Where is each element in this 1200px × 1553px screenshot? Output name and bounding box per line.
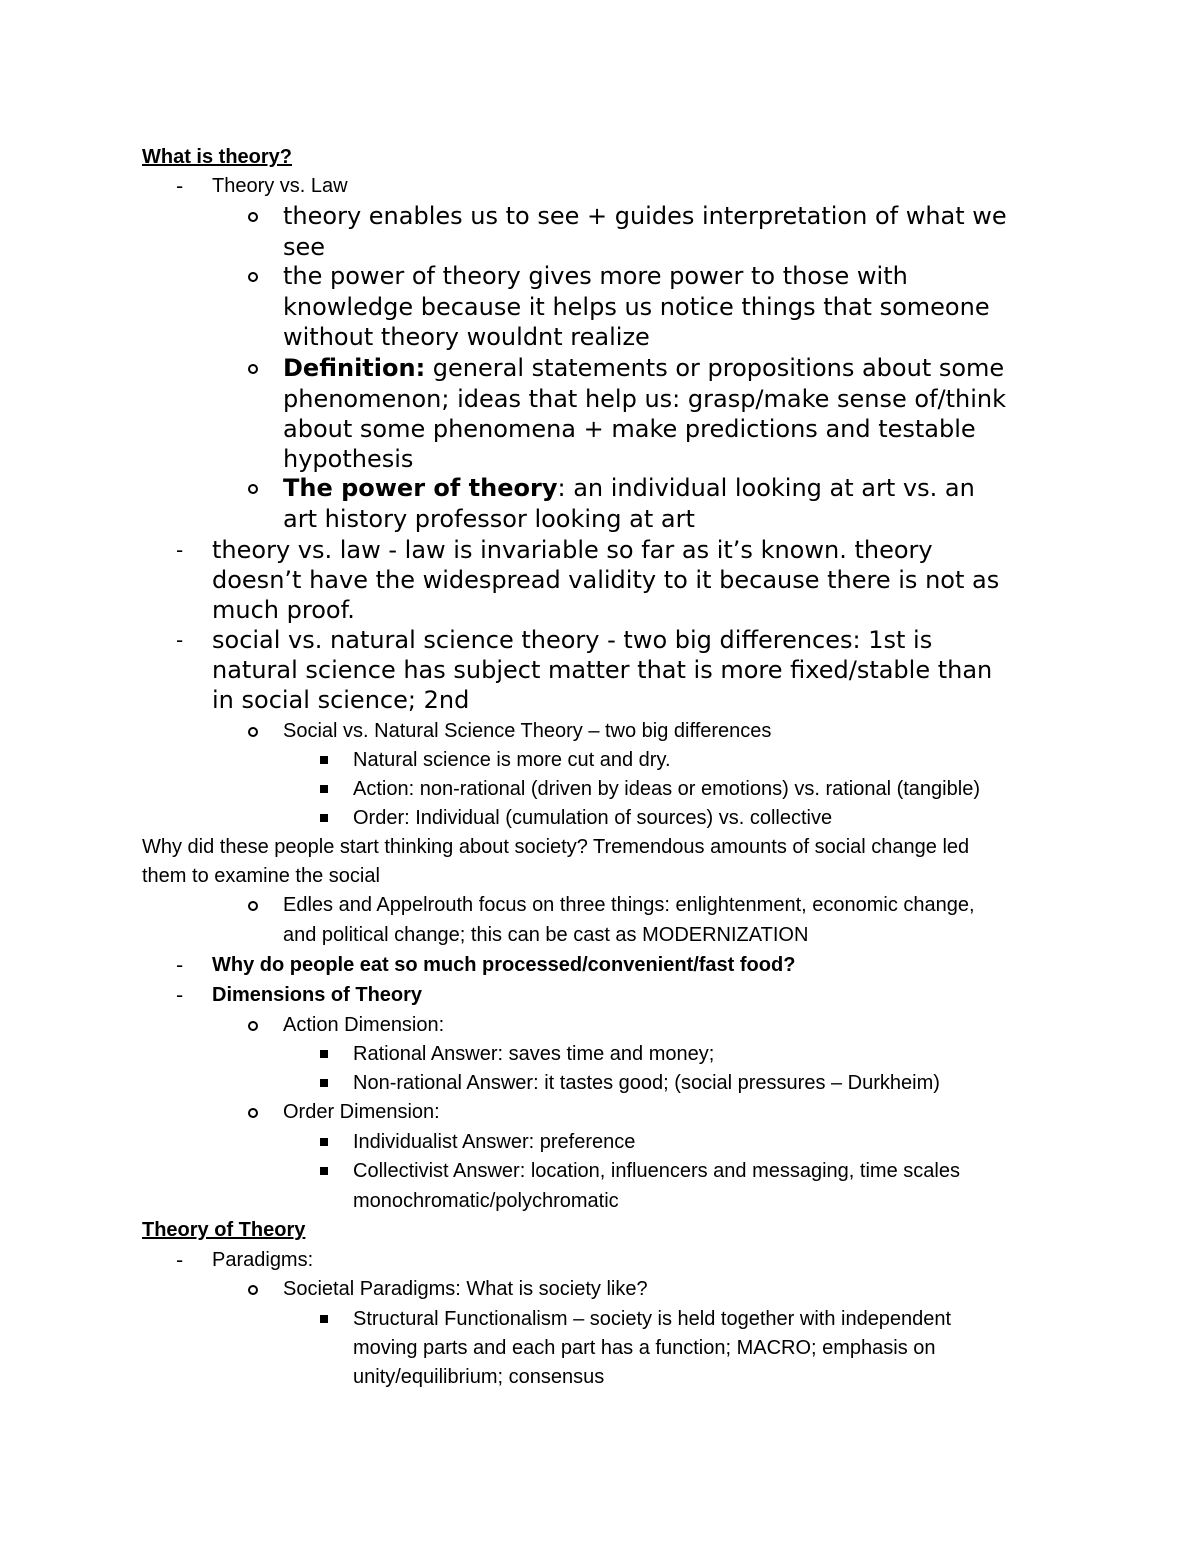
structural-functionalism-line2: moving parts and each part has a function; MACRO; emphasis on [353, 1337, 936, 1359]
societal-paradigms-label: Societal Paradigms: What is society like? [283, 1278, 648, 1300]
edles-line1: Edles and Appelrouth focus on three things: enlightenment, economic change, [283, 894, 975, 916]
square-bullet [320, 814, 328, 822]
point-power-knowledge-line3: without theory wouldnt realize [283, 323, 650, 351]
power-of-theory-label: The power of theory [283, 474, 558, 502]
structural-functionalism-line3: unity/equilibrium; consensus [353, 1366, 605, 1388]
point-definition-line3: about some phenomena + make predictions and testable [283, 415, 976, 443]
dash-bullet: - [176, 1248, 184, 1272]
dash-bullet: - [176, 628, 184, 652]
why-society-line2: them to examine the social [142, 865, 380, 887]
edles-line2: and political change; this can be cast as MODERNIZATION [283, 924, 809, 946]
circle-bullet [248, 364, 258, 374]
square-bullet [320, 1079, 328, 1087]
definition-text: general statements or propositions about some [425, 354, 1005, 382]
point-power-knowledge-line1: the power of theory gives more power to those with [283, 262, 908, 290]
point-power-of-theory-line2: art history professor looking at art [283, 505, 695, 533]
point-power-knowledge-line2: knowledge because it helps us notice things that someone [283, 293, 990, 321]
social-vs-natural-item: Natural science is more cut and dry. [353, 749, 671, 771]
heading-theory-of-theory: Theory of Theory [142, 1219, 306, 1241]
dash-bullet: - [176, 174, 184, 198]
circle-bullet [248, 212, 258, 222]
order-dimension-item: Individualist Answer: preference [353, 1131, 636, 1153]
order-dimension-label: Order Dimension: [283, 1101, 440, 1123]
square-bullet [320, 1138, 328, 1146]
circle-bullet [248, 727, 258, 737]
circle-bullet [248, 1285, 258, 1295]
action-dimension-item: Rational Answer: saves time and money; [353, 1043, 715, 1065]
social-vs-natural-line3: in social science; 2nd [212, 686, 470, 714]
point-definition-line4: hypothesis [283, 445, 414, 473]
circle-bullet [248, 1021, 258, 1031]
heading-what-is-theory: What is theory? [142, 146, 293, 168]
action-dimension-item: Non-rational Answer: it tastes good; (social pressures – Durkheim) [353, 1072, 940, 1094]
square-bullet [320, 1167, 328, 1175]
circle-bullet [248, 484, 258, 494]
circle-bullet [248, 901, 258, 911]
paradigms-label: Paradigms: [212, 1249, 314, 1271]
dimensions-of-theory-label: Dimensions of Theory [212, 984, 423, 1006]
point-definition-line2: phenomenon; ideas that help us: grasp/make sense of/think [283, 385, 1007, 413]
theory-vs-law-label: Theory vs. Law [212, 175, 348, 197]
circle-bullet [248, 272, 258, 282]
order-dimension-item-line1: Collectivist Answer: location, influencers and messaging, time scales [353, 1160, 960, 1182]
action-dimension-label: Action Dimension: [283, 1014, 445, 1036]
point-enables-line2: see [283, 233, 326, 261]
power-of-theory-text: : an individual looking at art vs. an [557, 474, 975, 502]
dash-bullet: - [176, 953, 184, 977]
point-power-of-theory-line1 [283, 473, 975, 503]
dash-bullet: - [176, 983, 184, 1007]
social-vs-natural-sub: Social vs. Natural Science Theory – two big differences [283, 720, 772, 742]
dash-bullet: - [176, 538, 184, 562]
circle-bullet [248, 1108, 258, 1118]
square-bullet [320, 1315, 328, 1323]
theory-vs-law-line2: doesn’t have the widespread validity to it because there is not as [212, 566, 1000, 594]
structural-functionalism-line1: Structural Functionalism – society is held together with independent [353, 1308, 952, 1330]
theory-vs-law-line1: theory vs. law - law is invariable so far as it’s known. theory [212, 536, 933, 564]
social-vs-natural-item: Order: Individual (cumulation of sources) vs. collective [353, 807, 833, 829]
social-vs-natural-line1: social vs. natural science theory - two big differences: 1st is [212, 626, 933, 654]
theory-vs-law-line3: much proof. [212, 596, 355, 624]
square-bullet [320, 785, 328, 793]
order-dimension-item-line2: monochromatic/polychromatic [353, 1190, 619, 1212]
fast-food-question: Why do people eat so much processed/convenient/fast food? [212, 954, 796, 976]
square-bullet [320, 756, 328, 764]
social-vs-natural-line2: natural science has subject matter that is more fixed/stable than [212, 656, 993, 684]
point-definition-line1 [283, 353, 1004, 383]
square-bullet [320, 1050, 328, 1058]
social-vs-natural-item: Action: non-rational (driven by ideas or emotions) vs. rational (tangible) [353, 778, 980, 800]
point-enables-line1: theory enables us to see + guides interpretation of what we [283, 202, 1007, 230]
definition-label: Definition: [283, 354, 426, 382]
why-society-line1: Why did these people start thinking about society? Tremendous amounts of social change led [142, 836, 970, 858]
